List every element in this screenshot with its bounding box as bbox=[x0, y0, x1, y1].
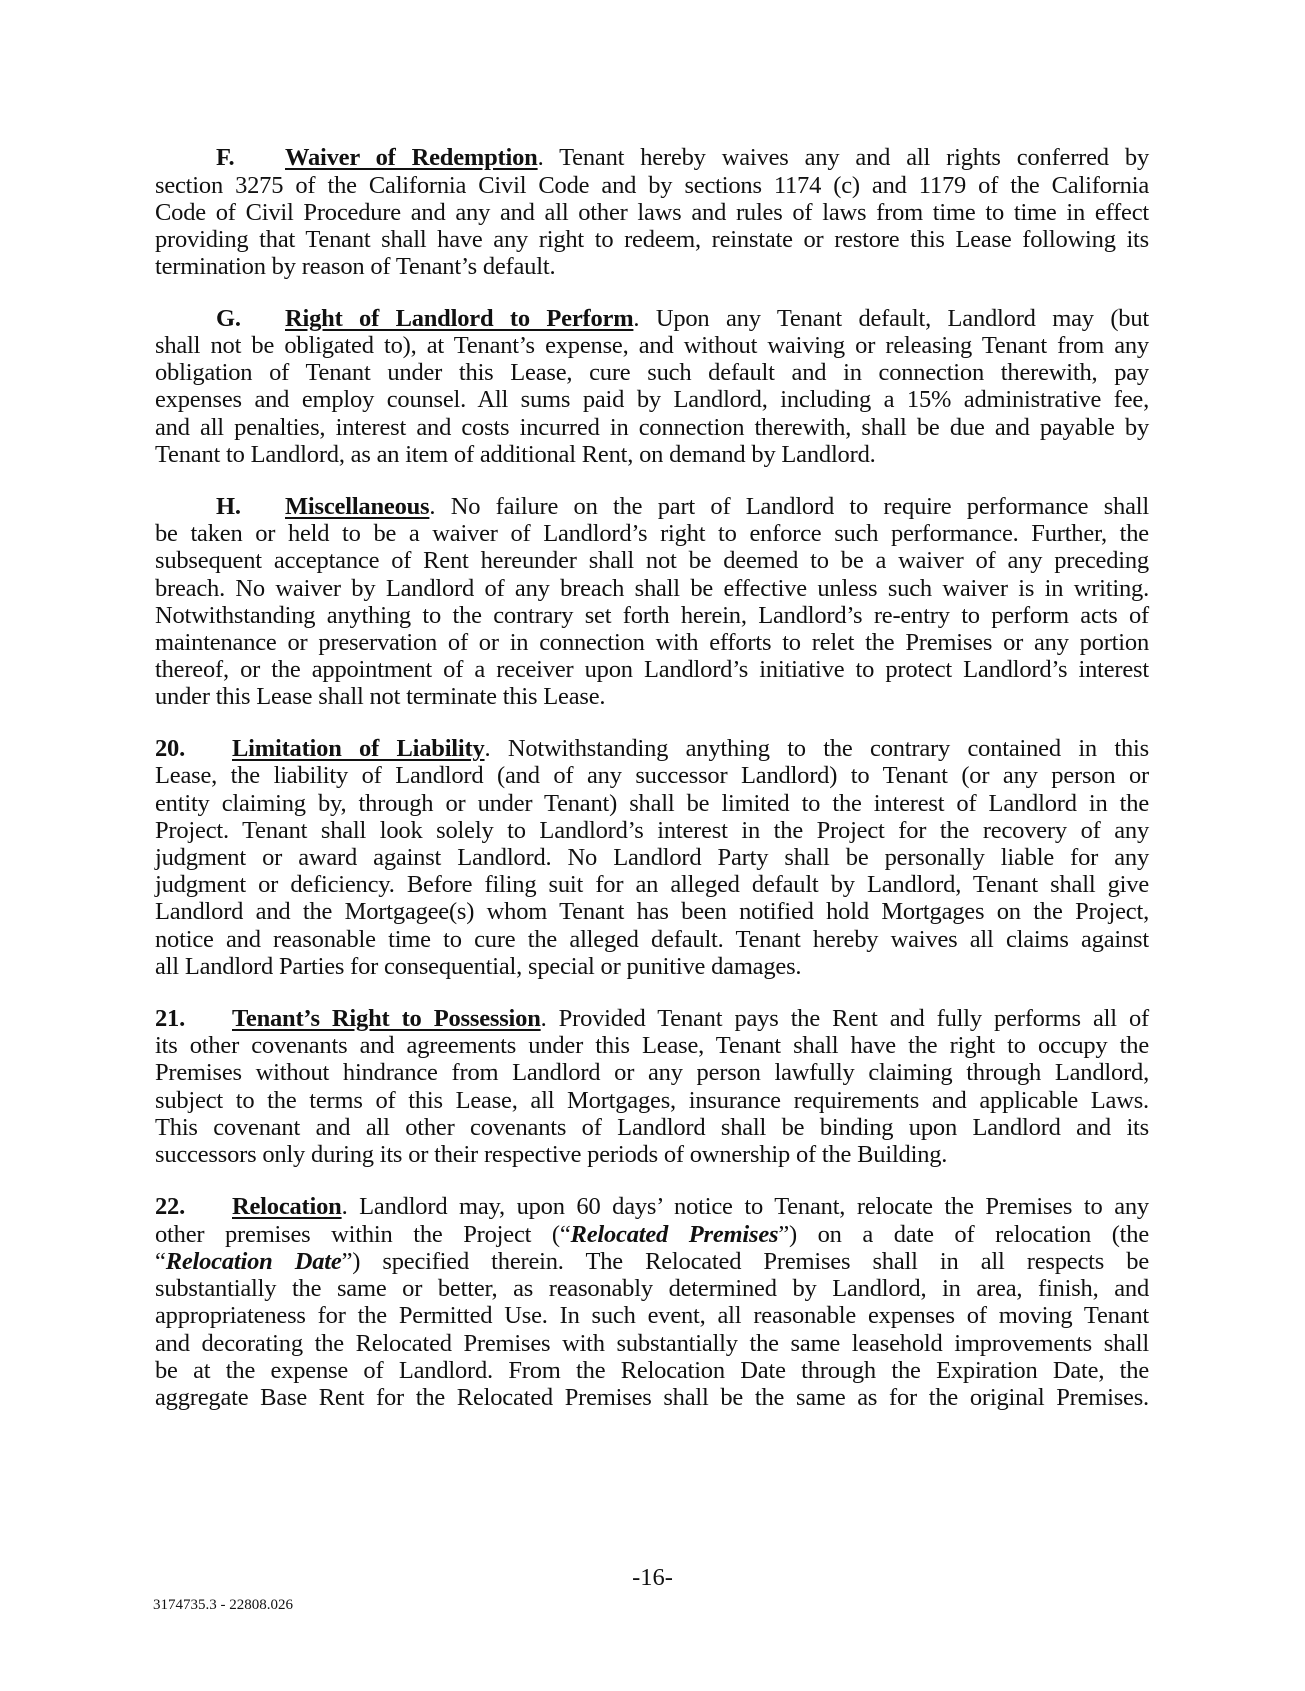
section-21-heading: Tenant’s Right to Possession bbox=[232, 1005, 541, 1032]
section-f-label: F. bbox=[216, 144, 235, 171]
section-f-line-2: section 3275 of the California Civil Code and by sections 1174 (c) and 1179 of the California bbox=[155, 172, 1149, 199]
section-20-label: 20. bbox=[155, 735, 186, 762]
section-h-line-7: thereof, or the appointment of a receiver upon Landlord’s initiative to protect Landlord’s interest bbox=[155, 656, 1149, 683]
section-22-text: . Landlord may, upon 60 days’ notice to Tenant, relocate the Premises to any bbox=[341, 1193, 1149, 1220]
section-20-text: . Notwithstanding anything to the contrary contained in this bbox=[484, 735, 1150, 762]
section-20-line-6: judgment or deficiency. Before filing suit for an alleged default by Landlord, Tenant shall give bbox=[155, 871, 1149, 898]
section-h-label: H. bbox=[216, 493, 241, 520]
section-f-text: . Tenant hereby waives any and all rights conferred by bbox=[537, 144, 1149, 171]
section-g-line-6: Tenant to Landlord, as an item of additional Rent, on demand by Landlord. bbox=[155, 441, 876, 468]
section-21-label: 21. bbox=[155, 1005, 186, 1032]
section-22-label: 22. bbox=[155, 1193, 186, 1220]
section-21-line-4: subject to the terms of this Lease, all Mortgages, insurance requirements and applicable Laws. bbox=[155, 1087, 1149, 1114]
section-g-line-4: expenses and employ counsel. All sums paid by Landlord, including a 15% administrative fee, bbox=[155, 386, 1149, 413]
section-h-heading: Miscellaneous bbox=[285, 493, 430, 520]
section-h-line-4: breach. No waiver by Landlord of any breach shall be effective unless such waiver is in writing. bbox=[155, 575, 1149, 602]
section-g-line-2: shall not be obligated to), at Tenant’s expense, and without waiving or releasing Tenant from any bbox=[155, 332, 1149, 359]
section-20-line-7: Landlord and the Mortgagee(s) whom Tenant has been notified hold Mortgages on the Project, bbox=[155, 898, 1149, 925]
section-21-line-2: its other covenants and agreements under this Lease, Tenant shall have the right to occupy the bbox=[155, 1032, 1149, 1059]
section-h-line-2: be taken or held to be a waiver of Landlord’s right to enforce such performance. Further, the bbox=[155, 520, 1149, 547]
section-f-line-1 bbox=[155, 143, 1149, 172]
section-22-line-6: and decorating the Relocated Premises with substantially the same leasehold improvements shall bbox=[155, 1330, 1149, 1357]
section-f-line-3: Code of Civil Procedure and any and all other laws and rules of laws from time to time in effect bbox=[155, 199, 1149, 226]
section-22-line-2-post: ”) on a date of relocation (the bbox=[778, 1221, 1149, 1248]
section-f-line-4: providing that Tenant shall have any right to redeem, reinstate or restore this Lease following its bbox=[155, 226, 1149, 253]
section-20-line-3: entity claiming by, through or under Tenant) shall be limited to the interest of Landlord in the bbox=[155, 790, 1149, 817]
section-h-line-6: maintenance or preservation of or in connection with efforts to relet the Premises or any portion bbox=[155, 629, 1149, 656]
section-h-text: . No failure on the part of Landlord to require performance shall bbox=[429, 493, 1149, 520]
section-20-line-9: all Landlord Parties for consequential, special or punitive damages. bbox=[155, 953, 802, 980]
section-g-label: G. bbox=[216, 305, 241, 332]
section-21-line-1 bbox=[155, 1004, 1149, 1033]
section-g-text: . Upon any Tenant default, Landlord may (but bbox=[633, 305, 1149, 332]
section-22-line-4: substantially the same or better, as reasonably determined by Landlord, in area, finish, and bbox=[155, 1275, 1149, 1302]
section-22-line-2 bbox=[155, 1220, 1149, 1249]
section-20-heading: Limitation of Liability bbox=[232, 735, 485, 762]
section-h-line-3: subsequent acceptance of Rent hereunder shall not be deemed to be a waiver of any preceding bbox=[155, 547, 1149, 574]
section-f-heading: Waiver of Redemption bbox=[285, 144, 538, 171]
page-number: -16- bbox=[632, 1564, 673, 1591]
section-21-line-6: successors only during its or their respective periods of ownership of the Building. bbox=[155, 1141, 948, 1168]
document-id: 3174735.3 - 22808.026 bbox=[153, 1597, 293, 1613]
section-h-line-1 bbox=[155, 492, 1149, 521]
defined-term-relocated-premises: Relocated Premises bbox=[570, 1221, 779, 1248]
section-20-line-8: notice and reasonable time to cure the alleged default. Tenant hereby waives all claims against bbox=[155, 926, 1149, 953]
section-20-line-1 bbox=[155, 734, 1149, 763]
defined-term-relocation-date: Relocation Date bbox=[165, 1248, 342, 1275]
section-h-line-5: Notwithstanding anything to the contrary set forth herein, Landlord’s re-entry to perform acts of bbox=[155, 602, 1149, 629]
section-f-line-5: termination by reason of Tenant’s default. bbox=[155, 253, 556, 280]
section-g-line-1 bbox=[155, 304, 1149, 333]
section-22-line-3 bbox=[155, 1247, 1149, 1276]
section-20-line-5: judgment or award against Landlord. No Landlord Party shall be personally liable for any bbox=[155, 844, 1149, 871]
section-22-line-5: appropriateness for the Permitted Use. In such event, all reasonable expenses of moving Tenant bbox=[155, 1302, 1149, 1329]
section-20-line-4: Project. Tenant shall look solely to Landlord’s interest in the Project for the recovery of any bbox=[155, 817, 1149, 844]
section-22-line-3-post: ”) specified therein. The Relocated Premises shall in all respects be bbox=[341, 1248, 1149, 1275]
section-22-line-7: be at the expense of Landlord. From the Relocation Date through the Expiration Date, the bbox=[155, 1357, 1149, 1384]
section-g-line-5: and all penalties, interest and costs incurred in connection therewith, shall be due and payable by bbox=[155, 414, 1149, 441]
section-21-line-3: Premises without hindrance from Landlord or any person lawfully claiming through Landlord, bbox=[155, 1059, 1149, 1086]
section-21-text: . Provided Tenant pays the Rent and fully performs all of bbox=[540, 1005, 1150, 1032]
section-22-line-8: aggregate Base Rent for the Relocated Premises shall be the same as for the original Premises. bbox=[155, 1384, 1149, 1411]
section-h-line-8: under this Lease shall not terminate this Lease. bbox=[155, 683, 606, 710]
section-g-line-3: obligation of Tenant under this Lease, cure such default and in connection therewith, pay bbox=[155, 359, 1149, 386]
section-21-line-5: This covenant and all other covenants of Landlord shall be binding upon Landlord and its bbox=[155, 1114, 1149, 1141]
section-22-line-3-pre: “ bbox=[155, 1248, 166, 1275]
section-g-heading: Right of Landlord to Perform bbox=[285, 305, 634, 332]
section-20-line-2: Lease, the liability of Landlord (and of any successor Landlord) to Tenant (or any person or bbox=[155, 762, 1149, 789]
section-22-line-2-pre: other premises within the Project (“ bbox=[155, 1221, 571, 1248]
section-22-line-1 bbox=[155, 1192, 1149, 1221]
section-22-heading: Relocation bbox=[232, 1193, 342, 1220]
